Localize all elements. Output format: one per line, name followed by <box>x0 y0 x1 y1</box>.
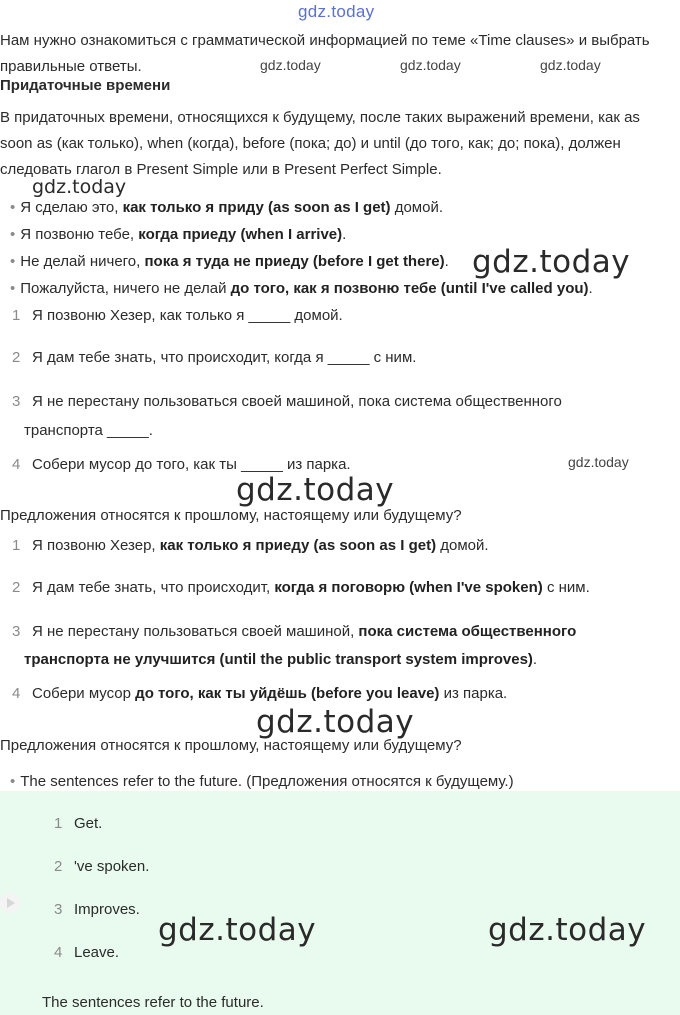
example-item: • Не делай ничего, пока я туда не приеду (before I get there). <box>10 253 449 270</box>
task-item: 3 Я не перестану пользоваться своей машиной, пока система общественного <box>12 393 562 410</box>
answer-item: 2 Я дам тебе знать, что происходит, когда я поговорю (when I've spoken) с ним. <box>12 579 590 596</box>
answer-item: 3 Я не перестану пользоваться своей машиной, пока система общественного <box>12 623 577 640</box>
final-answer-item: 2 've spoken. <box>54 858 150 875</box>
play-icon[interactable] <box>0 893 20 913</box>
watermark-big-5: gdz.today <box>488 912 647 948</box>
answer-item: 4 Собери мусор до того, как ты уйдёшь (before you leave) из парка. <box>12 685 508 702</box>
task-item: 2 Я дам тебе знать, что происходит, когда я _____ с ним. <box>12 349 417 366</box>
watermark-small-2: gdz.today <box>400 57 461 73</box>
watermark-big-4: gdz.today <box>158 912 317 948</box>
watermark-small-3: gdz.today <box>540 57 601 73</box>
question-text: Предложения относятся к прошлому, настоящему или будущему? <box>0 507 462 524</box>
task-item-continuation: транспорта _____. <box>24 422 153 439</box>
rule-text: В придаточных времени, относящихся к будущему, после таких выражений времени, как as soon as (как только), when (когда), before (пока; до) и until (до того, как; до; пока), должен следовать глагол в Present Simple или в Present Perfect Simple. <box>0 109 640 178</box>
example-item: • Я сделаю это, как только я приду (as soon as I get) домой. <box>10 199 443 216</box>
watermark-big-3: gdz.today <box>256 704 415 740</box>
final-answer-item: 4 Leave. <box>54 944 120 961</box>
watermark-big-1: gdz.today <box>472 244 631 280</box>
watermark-top: gdz.today <box>298 2 375 21</box>
watermark-big-2: gdz.today <box>236 472 395 508</box>
answer-item-continuation: транспорта не улучшится (until the public transport system improves). <box>24 651 538 668</box>
final-answer-item: 1 Get. <box>54 815 103 832</box>
final-answer-item: 3 Improves. <box>54 901 140 918</box>
section-title: Придаточные времени <box>0 77 171 94</box>
task-item: 4 Собери мусор до того, как ты _____ из парка. <box>12 456 351 473</box>
example-item: • Пожалуйста, ничего не делай до того, как я позвоню тебе (until I've called you). <box>10 280 593 297</box>
example-item: • Я позвоню тебе, когда приеду (when I arrive). <box>10 226 346 243</box>
intro-text: Нам нужно ознакомиться с грамматической информацией по теме «Time clauses» и выбрать правильные ответы. <box>0 32 650 75</box>
watermark-small-4: gdz.today <box>568 454 629 470</box>
task-item: 1 Я позвоню Хезер, как только я _____ домой. <box>12 307 343 324</box>
answer-item: 1 Я позвоню Хезер, как только я приеду (as soon as I get) домой. <box>12 537 489 554</box>
conclusion-item: • The sentences refer to the future. (Предложения относятся к будущему.) <box>10 773 514 790</box>
question-text-2: Предложения относятся к прошлому, настоящему или будущему? <box>0 737 462 754</box>
watermark-mid-1: gdz.today <box>32 176 127 198</box>
final-line: The sentences refer to the future. <box>42 994 264 1011</box>
watermark-small-1: gdz.today <box>260 57 321 73</box>
